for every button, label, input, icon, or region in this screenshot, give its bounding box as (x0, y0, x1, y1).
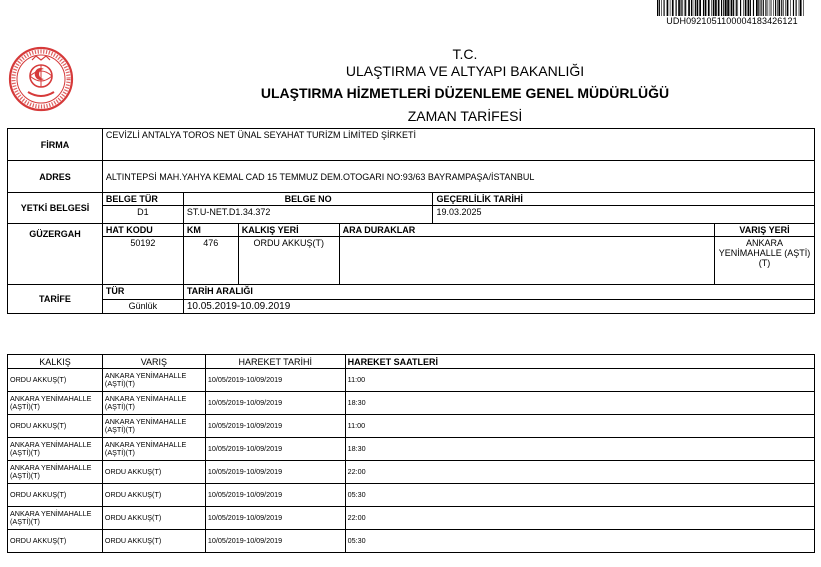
schedule-tarih: 10/05/2019-10/09/2019 (205, 415, 345, 438)
schedule-col-saat: HAREKET SAATLERİ (345, 355, 814, 369)
table-row (8, 530, 815, 553)
adres-label: ADRES (8, 161, 103, 193)
yetki-col-no: BELGE NO (183, 193, 433, 206)
guzergah-label: GÜZERGAH (8, 224, 103, 285)
schedule-tarih: 10/05/2019-10/09/2019 (205, 461, 345, 484)
schedule-tarih: 10/05/2019-10/09/2019 (205, 369, 345, 392)
firma-label: FİRMA (8, 129, 103, 161)
document-title: ZAMAN TARİFESİ (407, 108, 523, 124)
table-row (8, 392, 815, 415)
tarife-col-tur: TÜR (102, 285, 183, 300)
schedule-saat: 11:00 (345, 415, 814, 438)
schedule-varis: ORDU AKKUŞ(T) (102, 484, 205, 507)
table-row (8, 484, 815, 507)
schedule-col-kalkis: KALKIŞ (8, 355, 103, 369)
guzergah-col-km: KM (183, 224, 238, 237)
adres-value: ALTINTEPSİ MAH.YAHYA KEMAL CAD 15 TEMMUZ DEM.OTOGARI NO:93/63 BAYRAMPAŞA/İSTANBUL (102, 161, 814, 193)
schedule-tarih: 10/05/2019-10/09/2019 (205, 484, 345, 507)
yetki-no: ST.U-NET.D1.34.372 (183, 206, 433, 224)
header-ministry: ULAŞTIRMA VE ALTYAPI BAKANLIĞI (345, 63, 585, 79)
guzergah-col-varis: VARIŞ YERİ (715, 224, 815, 237)
header-tc: T.C. (452, 46, 478, 62)
schedule-saat: 18:30 (345, 392, 814, 415)
schedule-varis: ORDU AKKUŞ(T) (102, 507, 205, 530)
header-directorate: ULAŞTIRMA HİZMETLERİ DÜZENLEME GENEL MÜDÜRLÜĞÜ (260, 85, 670, 101)
table-row (8, 369, 815, 392)
guzergah-col-ara: ARA DURAKLAR (339, 224, 714, 237)
guzergah-ara (339, 237, 714, 285)
table-row (8, 507, 815, 530)
schedule-varis: ANKARA YENİMAHALLE (AŞTİ)(T) (102, 438, 205, 461)
tarife-col-aralik: TARİH ARALIĞI (183, 285, 814, 300)
table-row (8, 461, 815, 484)
yetki-tarih: 19.03.2025 (433, 206, 815, 224)
schedule-varis: ANKARA YENİMAHALLE (AŞTİ)(T) (102, 392, 205, 415)
schedule-kalkis: ORDU AKKUŞ(T) (8, 369, 103, 392)
guzergah-km: 476 (183, 237, 238, 285)
schedule-tarih: 10/05/2019-10/09/2019 (205, 530, 345, 553)
guzergah-col-hat: HAT KODU (102, 224, 183, 237)
tarife-label: TARİFE (8, 285, 103, 314)
schedule-tarih: 10/05/2019-10/09/2019 (205, 507, 345, 530)
schedule-saat: 18:30 (345, 438, 814, 461)
yetki-col-tarih: GEÇERLİLİK TARİHİ (433, 193, 815, 206)
yetki-label: YETKİ BELGESİ (8, 193, 103, 224)
yetki-tur: D1 (102, 206, 183, 224)
guzergah-hat: 50192 (102, 237, 183, 285)
schedule-varis: ANKARA YENİMAHALLE (AŞTİ)(T) (102, 369, 205, 392)
schedule-kalkis: ANKARA YENİMAHALLE (AŞTİ)(T) (8, 392, 103, 415)
guzergah-varis: ANKARA YENİMAHALLE (AŞTİ)(T) (715, 237, 815, 285)
schedule-kalkis: ANKARA YENİMAHALLE (AŞTİ)(T) (8, 461, 103, 484)
tarife-aralik: 10.05.2019-10.09.2019 (183, 300, 814, 314)
schedule-saat: 05:30 (345, 484, 814, 507)
info-table (7, 128, 815, 314)
schedule-kalkis: ANKARA YENİMAHALLE (AŞTİ)(T) (8, 438, 103, 461)
schedule-col-tarih: HAREKET TARİHİ (205, 355, 345, 369)
table-row (8, 415, 815, 438)
schedule-varis: ANKARA YENİMAHALLE (AŞTİ)(T) (102, 415, 205, 438)
schedule-saat: 22:00 (345, 461, 814, 484)
schedule-varis: ORDU AKKUŞ(T) (102, 461, 205, 484)
table-row (8, 438, 815, 461)
schedule-saat: 11:00 (345, 369, 814, 392)
guzergah-col-kalkis: KALKIŞ YERİ (238, 224, 339, 237)
yetki-col-tur: BELGE TÜR (102, 193, 183, 206)
schedule-saat: 22:00 (345, 507, 814, 530)
schedule-kalkis: ANKARA YENİMAHALLE (AŞTİ)(T) (8, 507, 103, 530)
schedule-tarih: 10/05/2019-10/09/2019 (205, 392, 345, 415)
schedule-varis: ORDU AKKUŞ(T) (102, 530, 205, 553)
barcode-number: UDH0921051100004183426121 (666, 16, 798, 26)
schedule-saat: 05:30 (345, 530, 814, 553)
schedule-kalkis: ORDU AKKUŞ(T) (8, 530, 103, 553)
schedule-kalkis: ORDU AKKUŞ(T) (8, 415, 103, 438)
tarife-tur: Günlük (102, 300, 183, 314)
schedule-col-varis: VARIŞ (102, 355, 205, 369)
schedule-tarih: 10/05/2019-10/09/2019 (205, 438, 345, 461)
schedule-table (7, 354, 815, 553)
barcode (657, 0, 804, 16)
firma-value: CEVİZLİ ANTALYA TOROS NET ÜNAL SEYAHAT TURİZM LİMİTED ŞİRKETİ (102, 129, 814, 161)
schedule-kalkis: ORDU AKKUŞ(T) (8, 484, 103, 507)
guzergah-kalkis: ORDU AKKUŞ(T) (238, 237, 339, 285)
